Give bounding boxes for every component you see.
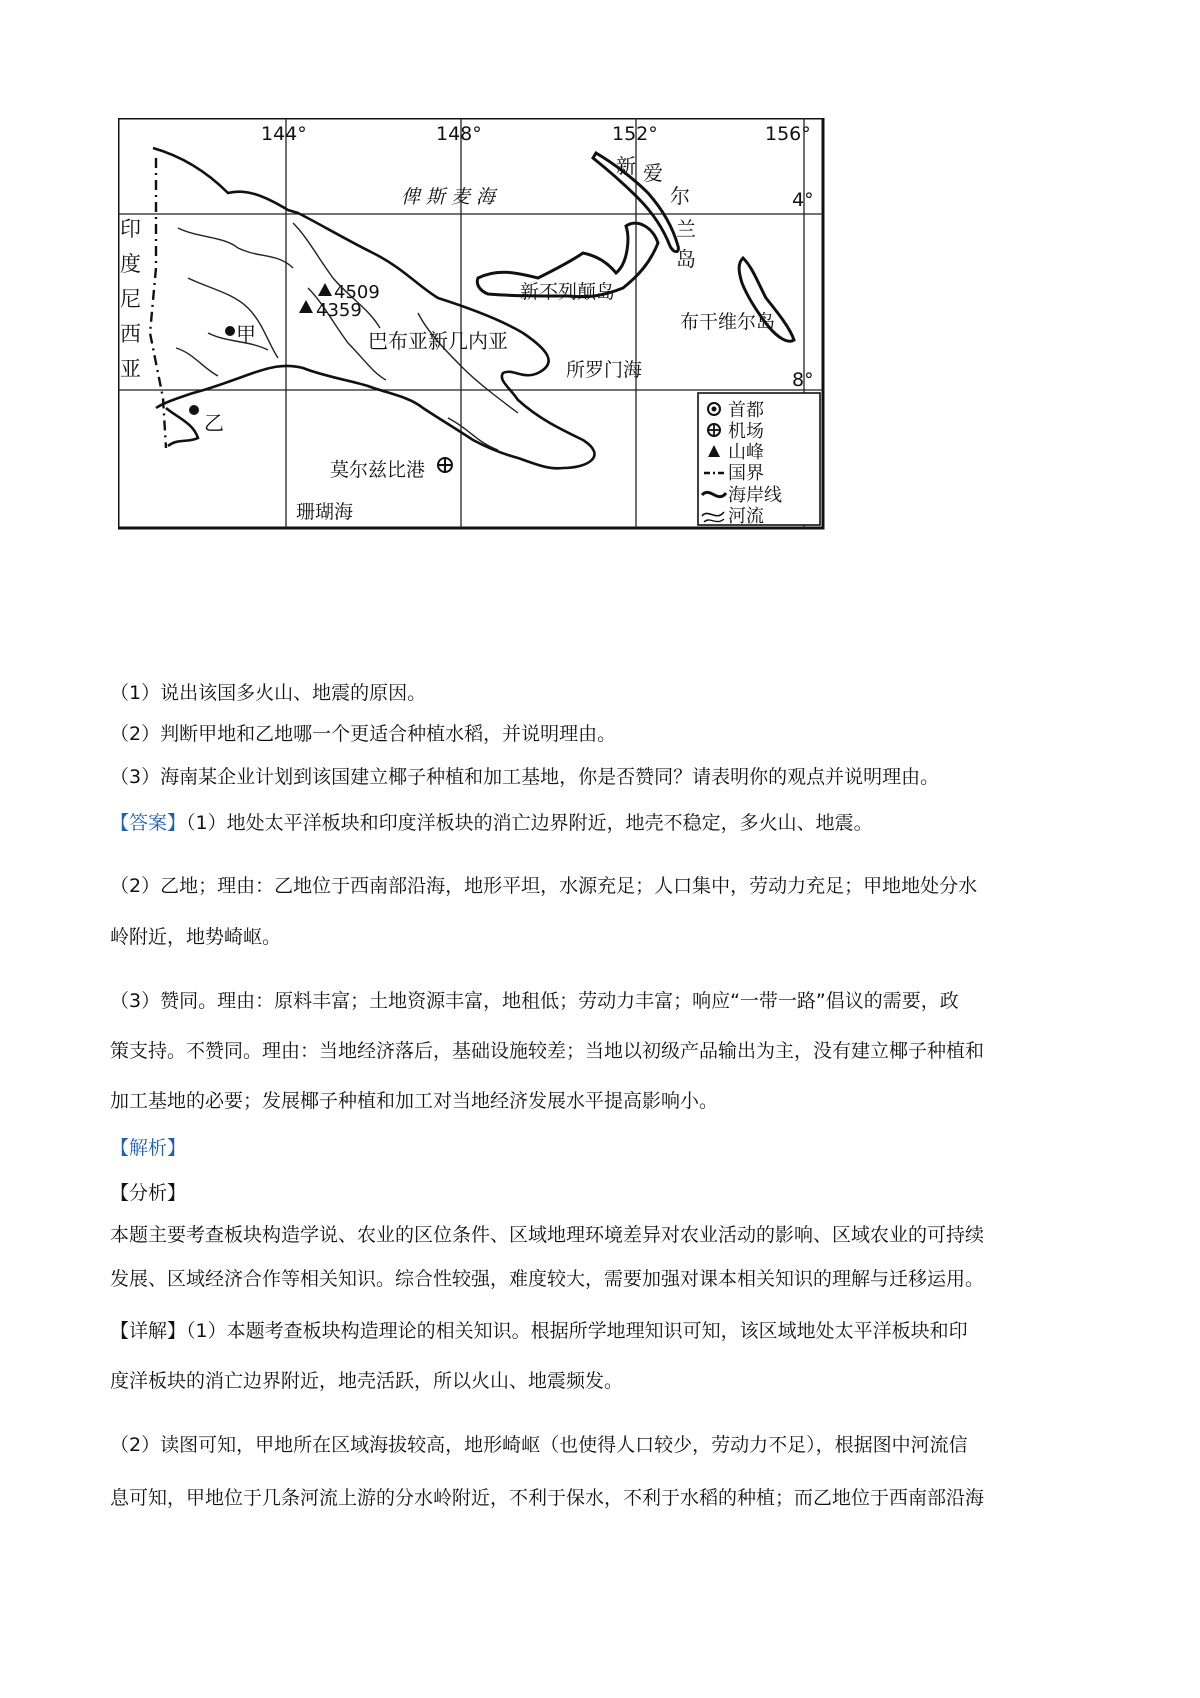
map-legend [698,393,820,527]
question-1: （1）说出该国多火山、地震的原因。 [110,682,427,704]
new-ireland-label-2: 爱 [643,161,663,185]
indonesia-label-5: 亚 [120,357,141,381]
lon-156-label: 156° [765,123,811,145]
legend-coastline: 海岸线 [728,485,782,506]
detail-2-line-1: （2）读图可知，甲地所在区域海拔较高，地形崎岖（也使得人口较少，劳动力不足），根据图中河流信 [110,1434,968,1456]
analysis-tag: 【解析】 [110,1137,187,1159]
peak-4509-label: 4509 [334,282,380,303]
answer-3-line-3: 加工基地的必要；发展椰子种植和加工对当地经济发展水平提高影响小。 [110,1090,719,1112]
answer-tag: 【答案】 [110,812,187,834]
answer-3-line-2: 策支持。不赞同。理由：当地经济落后，基础设施较差；当地以初级产品输出为主，没有建立椰子种植和 [110,1040,985,1062]
indonesia-label-3: 尼 [120,287,141,311]
legend-airport: 机场 [728,421,764,442]
fenxi-tag: 【分析】 [110,1182,187,1204]
new-britain-label: 新不列颠岛 [520,281,616,303]
lat-4-label: 4° [792,189,814,211]
xiangjie-tag: 【详解】 [110,1320,187,1342]
lon-148-label: 148° [436,123,482,145]
answer-3-line-1: （3）赞同。理由：原料丰富；土地资源丰富，地租低；劳动力丰富；响应“一带一路”倡议的需要，政 [110,990,959,1012]
papua-new-guinea-map [118,118,900,580]
legend-capital: 首都 [728,400,764,421]
legend-river: 河流 [728,506,764,527]
new-ireland-label-1: 新 [616,154,636,178]
indonesia-label-4: 西 [120,322,141,346]
legend-border: 国界 [728,463,764,484]
answer-2-line-2: 岭附近，地势崎岖。 [110,926,282,948]
lon-152-label: 152° [612,123,658,145]
port-moresby-label: 莫尔兹比港 [330,459,426,481]
xiangjie-line-1 [110,1318,1100,1344]
point-yi-label: 乙 [204,411,224,435]
detail-2-line-2: 息可知，甲地位于几条河流上游的分水岭附近，不利于保水，不利于水稻的种植；而乙地位于西南部沿海 [110,1487,985,1509]
detail-1-line-1: （1）本题考查板块构造理论的相关知识。根据所学地理知识可知，该区域地处太平洋板块和印 [186,1320,968,1342]
new-ireland-label-3: 尔 [670,184,690,208]
indonesia-label-2: 度 [120,252,141,276]
lon-144-label: 144° [261,123,307,145]
point-jia-label: 甲 [236,322,256,346]
coral-sea-label: 珊瑚海 [296,501,354,523]
new-ireland-label-5: 岛 [676,247,696,271]
fenxi-line-1: 本题主要考查板块构造学说、农业的区位条件、区域地理环境差异对农业活动的影响、区域农业的可持续 [110,1224,985,1246]
solomon-sea-label: 所罗门海 [566,359,643,381]
bougainville-label: 布干维尔岛 [680,311,776,333]
answer-line-1 [110,810,1100,836]
detail-1-line-2: 度洋板块的消亡边界附近，地壳活跃，所以火山、地震频发。 [110,1370,624,1392]
answer-1: （1）地处太平洋板块和印度洋板块的消亡边界附近，地壳不稳定，多火山、地震。 [186,812,873,834]
fenxi-line-2: 发展、区域经济合作等相关知识。综合性较强，难度较大，需要加强对课本相关知识的理解与迁移运用。 [110,1268,985,1290]
question-2: （2）判断甲地和乙地哪一个更适合种植水稻，并说明理由。 [110,723,617,745]
lat-8-label: 8° [792,369,814,391]
point-yi-marker [189,405,199,415]
indonesia-label-1: 印 [120,217,141,241]
legend-peak: 山峰 [728,442,764,463]
answer-2-line-1: （2）乙地；理由：乙地位于西南部沿海，地形平坦，水源充足；人口集中，劳动力充足；甲地地处分水 [110,875,978,897]
peak-4359-label: 4359 [316,300,362,321]
bismarck-sea-label: 俾斯麦海 [401,186,502,208]
question-3: （3）海南某企业计划到该国建立椰子种植和加工基地，你是否赞同？请表明你的观点并说明理由。 [110,766,940,788]
new-ireland-label-4: 兰 [676,217,696,241]
png-label: 巴布亚新几内亚 [368,329,508,353]
point-jia-marker [225,326,235,336]
